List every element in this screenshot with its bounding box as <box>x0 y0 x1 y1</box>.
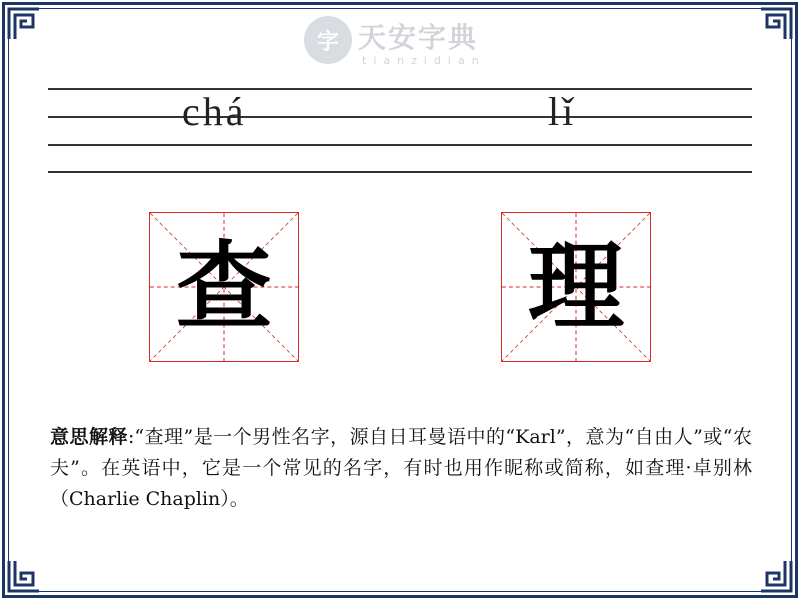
seal-text: 字 <box>316 29 339 55</box>
watermark-title: 天安字典 <box>358 21 479 54</box>
corner-ornament-icon <box>758 558 794 594</box>
character-2: 理 <box>528 231 624 343</box>
ruled-line <box>48 171 752 173</box>
watermark-logo <box>300 14 500 70</box>
meaning-text: :“查理”是一个男性名字，源自日耳曼语中的“Karl”，意为“自由人”或“农夫”。在英语中，它是一个常见的名字，有时也用作昵称或简称，如查理·卓别林（Charlie Chaplin）。 <box>50 426 752 510</box>
seal-icon <box>304 16 352 64</box>
meaning-paragraph <box>50 422 752 515</box>
ruled-line <box>48 144 752 146</box>
pinyin-ruled-lines <box>48 88 752 172</box>
ruled-line <box>48 116 752 118</box>
corner-ornament-icon <box>6 558 42 594</box>
character-box-1 <box>149 212 299 362</box>
corner-ornament-icon <box>758 6 794 42</box>
character-box-2 <box>501 212 651 362</box>
pinyin-2: lǐ <box>548 89 577 134</box>
corner-ornament-icon <box>6 6 42 42</box>
meaning-label: 意思解释 <box>50 426 128 448</box>
character-1: 查 <box>176 231 272 343</box>
pinyin-1: chá <box>182 89 247 134</box>
ruled-line <box>48 88 752 90</box>
watermark-subtitle: tianzidian <box>362 54 486 67</box>
